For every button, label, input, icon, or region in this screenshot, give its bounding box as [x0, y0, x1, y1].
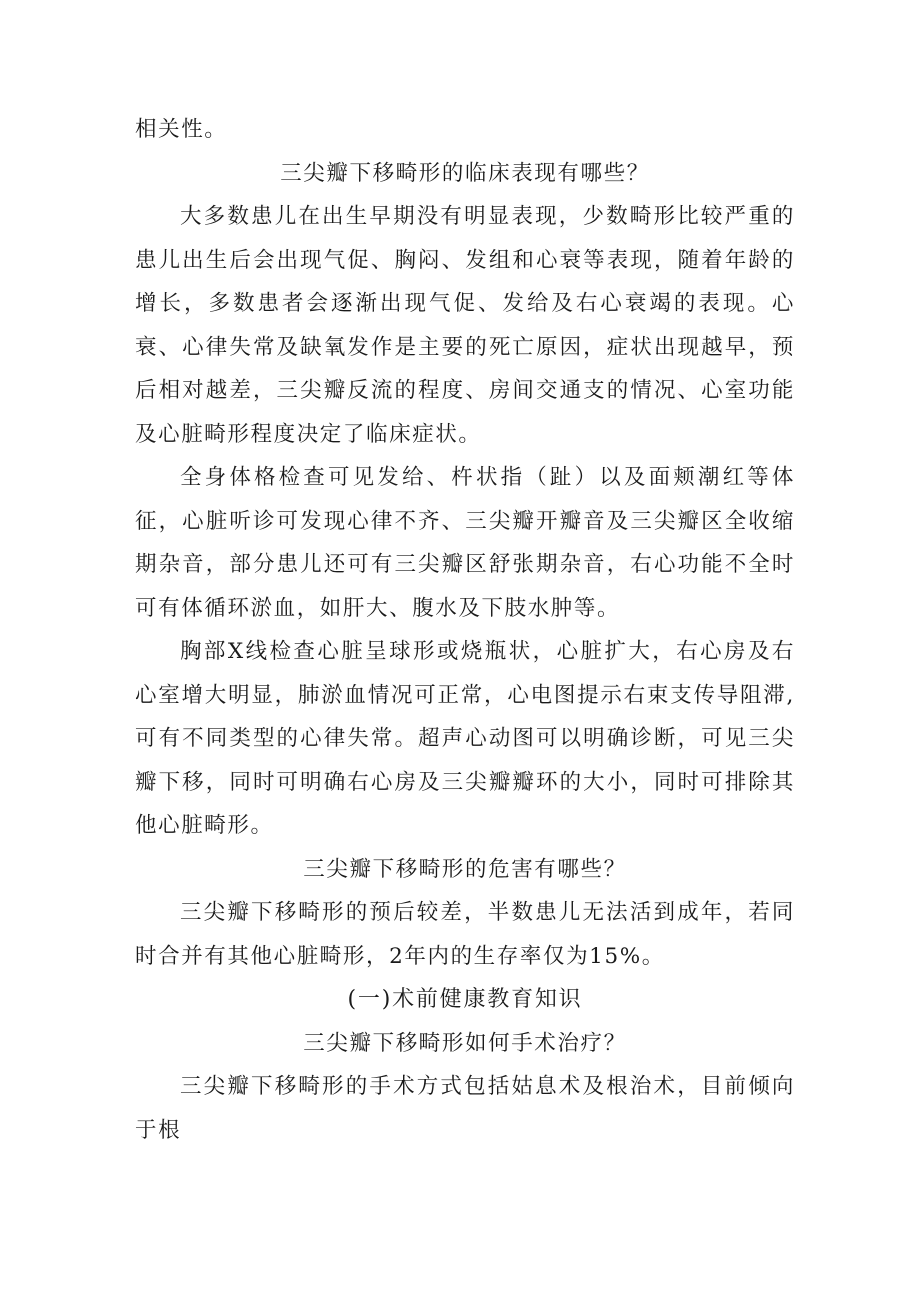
question-heading-harm: 三尖瓣下移畸形的危害有哪些？: [303, 856, 627, 882]
question-heading-surgery: 三尖瓣下移畸形如何手术治疗？: [303, 1030, 627, 1056]
paragraph-surgery: 三尖瓣下移畸形的手术方式包括姑息术及根治术，目前倾向于根: [135, 1074, 795, 1143]
paragraph-continuation: 相关性。: [135, 117, 228, 142]
paragraph-prognosis: 三尖瓣下移畸形的预后较差，半数患儿无法活到成年，若同时合并有其他心脏畸形，2年内的生存率仅为15%。: [135, 900, 795, 969]
paragraph-physical-exam: 全身体格检查可见发给、杵状指（趾）以及面颊潮红等体征，心脏听诊可发现心律不齐、三尖瓣开瓣音及三尖瓣区全收缩期杂音，部分患儿还可有三尖瓣区舒张期杂音，右心功能不全时可有体循环淤血，如肝大、腹水及下肢水肿等。: [135, 465, 795, 621]
paragraph-clinical: 大多数患儿在出生早期没有明显表现，少数畸形比较严重的患儿出生后会出现气促、胸闷、发组和心衰等表现，随着年龄的增长，多数患者会逐渐出现气促、发给及右心衰竭的表现。心衰、心律失常及缺氧发作是主要的死亡原因，症状出现越早，预后相对越差，三尖瓣反流的程度、房间交通支的情况、心室功能及心脏畸形程度决定了临床症状。: [135, 204, 795, 447]
paragraph-imaging: 胸部X线检查心脏呈球形或烧瓶状，心脏扩大，右心房及右心室增大明显，肺淤血情况可正常，心电图提示右束支传导阻滞,可有不同类型的心律失常。超声心动图可以明确诊断，可见三尖瓣下移，同时可明确右心房及三尖瓣瓣环的大小，同时可排除其他心脏畸形。: [135, 639, 795, 838]
section-title-preop: (一)术前健康教育知识: [347, 987, 583, 1012]
document-page: [135, 108, 795, 1152]
question-heading-clinical: 三尖瓣下移畸形的临床表现有哪些？: [280, 160, 650, 186]
